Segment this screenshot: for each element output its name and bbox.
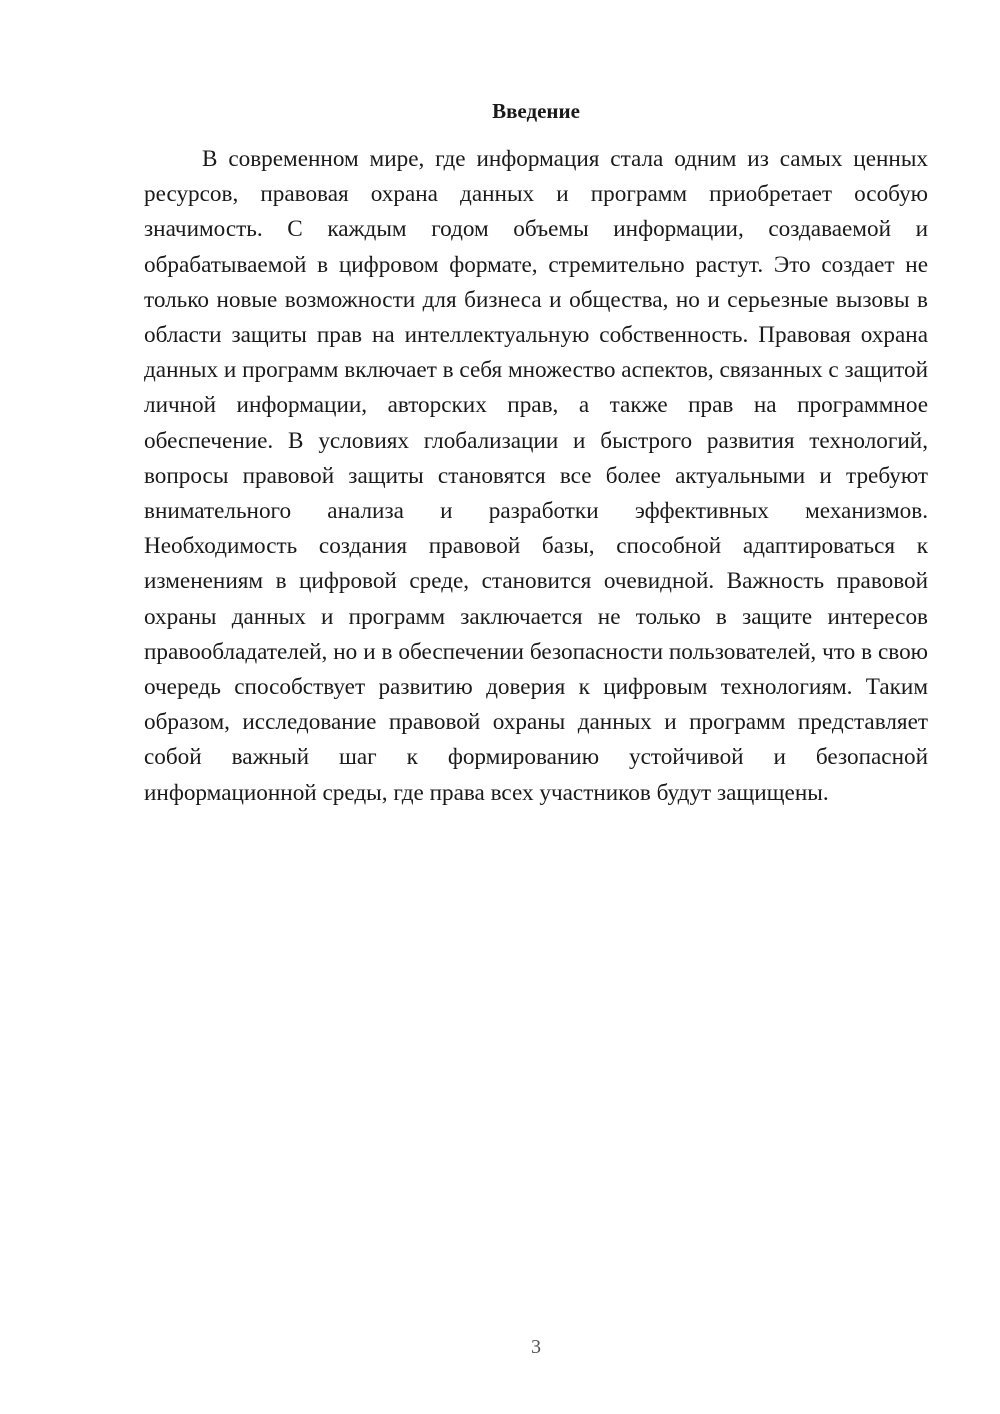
section-heading: Введение bbox=[492, 99, 580, 123]
body-paragraph: В современном мире, где информация стала одним из самых ценных ресурсов, правовая охрана данных и программ приобретает особую значимость. С каждым годом объемы информации, создаваемой и обрабатываемой в цифровом формате, стремительно растут. Это создает не только новые возможности для бизнеса и общества, но и серьезные вызовы в области защиты прав на интеллектуальную собственность. Правовая охрана данных и программ включает в себя множество аспектов, связанных с защитой личной информации, авторских прав, а также прав на программное обеспечение. В условиях глобализации и быстрого развития технологий, вопросы правовой защиты становятся все более актуальными и требуют внимательного анализа и разработки эффективных механизмов. Необходимость создания правовой базы, способной адаптироваться к изменениям в цифровой среде, становится очевидной. Важность правовой охраны данных и программ заключается не только в защите интересов правообладателей, но и в обеспечении безопасности пользователей, что в свою очередь способствует развитию доверия к цифровым технологиям. Таким образом, исследование правовой охраны данных и программ представляет собой важный шаг к формированию устойчивой и безопасной информационной среды, где права всех участников будут защищены. bbox=[144, 146, 928, 806]
page-number: 3 bbox=[531, 1336, 541, 1358]
